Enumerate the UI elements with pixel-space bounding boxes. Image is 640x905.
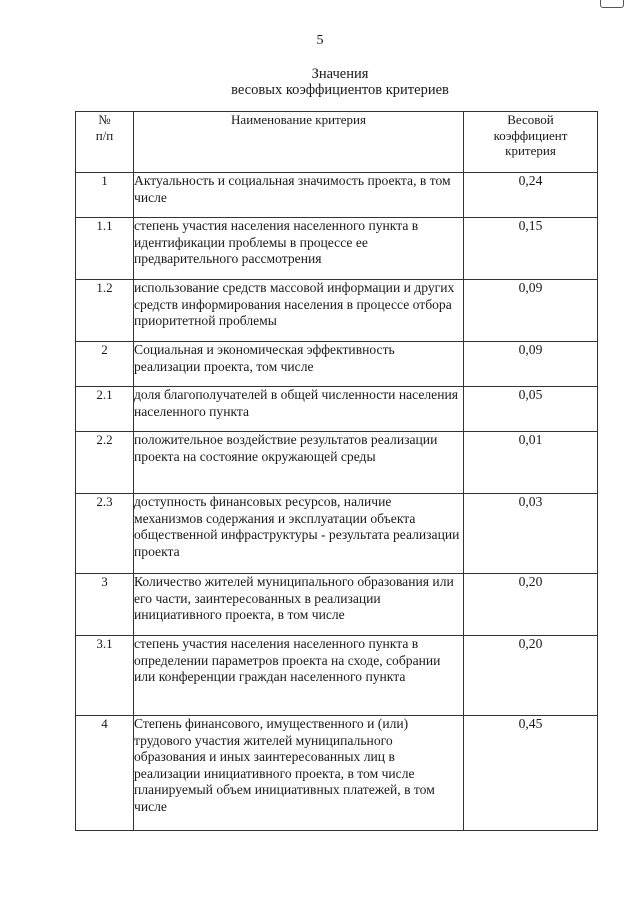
row-name: Количество жителей муниципального образования или его части, заинтересованных в реализации инициативного проекта, в том числе: [134, 574, 464, 636]
row-name: Степень финансового, имущественного и (или) трудового участия жителей муниципального образования и иных заинтересованных лиц в реализации инициативного проекта, в том числе планируемый объем инициативных платежей, в том числе: [134, 716, 464, 831]
row-coef: 0,24: [464, 173, 598, 218]
row-name: положительное воздействие результатов реализации проекта на состояние окружающей среды: [134, 432, 464, 494]
table-row: [76, 574, 598, 636]
row-num: 3: [76, 574, 134, 636]
row-num: 1.1: [76, 218, 134, 280]
table-row: [76, 218, 598, 280]
scan-corner-mark: [600, 0, 624, 8]
row-name: степень участия населения населенного пункта в определении параметров проекта на сходе, собрании или конференции граждан населенного пункта: [134, 636, 464, 716]
row-num: 4: [76, 716, 134, 831]
header-name: Наименование критерия: [134, 112, 464, 173]
row-num: 2.1: [76, 387, 134, 432]
row-name: Актуальность и социальная значимость проекта, в том числе: [134, 173, 464, 218]
row-coef: 0,01: [464, 432, 598, 494]
row-coef: 0,05: [464, 387, 598, 432]
row-coef: 0,15: [464, 218, 598, 280]
row-coef: 0,09: [464, 342, 598, 387]
page-number: 5: [316, 33, 324, 48]
title-line-2: весовых коэффициентов критериев: [231, 82, 449, 98]
header-num: № п/п: [76, 112, 134, 173]
row-name: доля благополучателей в общей численности населения населенного пункта: [134, 387, 464, 432]
criteria-table: [75, 111, 598, 831]
row-num: 1: [76, 173, 134, 218]
table-row: [76, 432, 598, 494]
row-name: использование средств массовой информации и других средств информирования населения в процессе отбора приоритетной проблемы: [134, 280, 464, 342]
row-name: Социальная и экономическая эффективность реализации проекта, том числе: [134, 342, 464, 387]
row-coef: 0,20: [464, 636, 598, 716]
row-name: доступность финансовых ресурсов, наличие механизмов содержания и эксплуатации объекта общественной инфраструктуры - результата реализации проекта: [134, 494, 464, 574]
title-line-1: Значения: [311, 66, 369, 82]
row-num: 2: [76, 342, 134, 387]
table-row: [76, 387, 598, 432]
table-row: [76, 280, 598, 342]
header-coef: Весовой коэффициент критерия: [464, 112, 598, 173]
row-name: степень участия населения населенного пункта в идентификации проблемы в процессе ее предварительного рассмотрения: [134, 218, 464, 280]
table-row: [76, 636, 598, 716]
row-coef: 0,45: [464, 716, 598, 831]
table-row: [76, 494, 598, 574]
row-coef: 0,09: [464, 280, 598, 342]
row-coef: 0,03: [464, 494, 598, 574]
row-num: 2.2: [76, 432, 134, 494]
table-header-row: [76, 112, 598, 173]
row-num: 1.2: [76, 280, 134, 342]
table-row: [76, 716, 598, 831]
row-num: 3.1: [76, 636, 134, 716]
row-num: 2.3: [76, 494, 134, 574]
row-coef: 0,20: [464, 574, 598, 636]
document-title: [0, 66, 640, 98]
table-row: [76, 342, 598, 387]
table-row: [76, 173, 598, 218]
